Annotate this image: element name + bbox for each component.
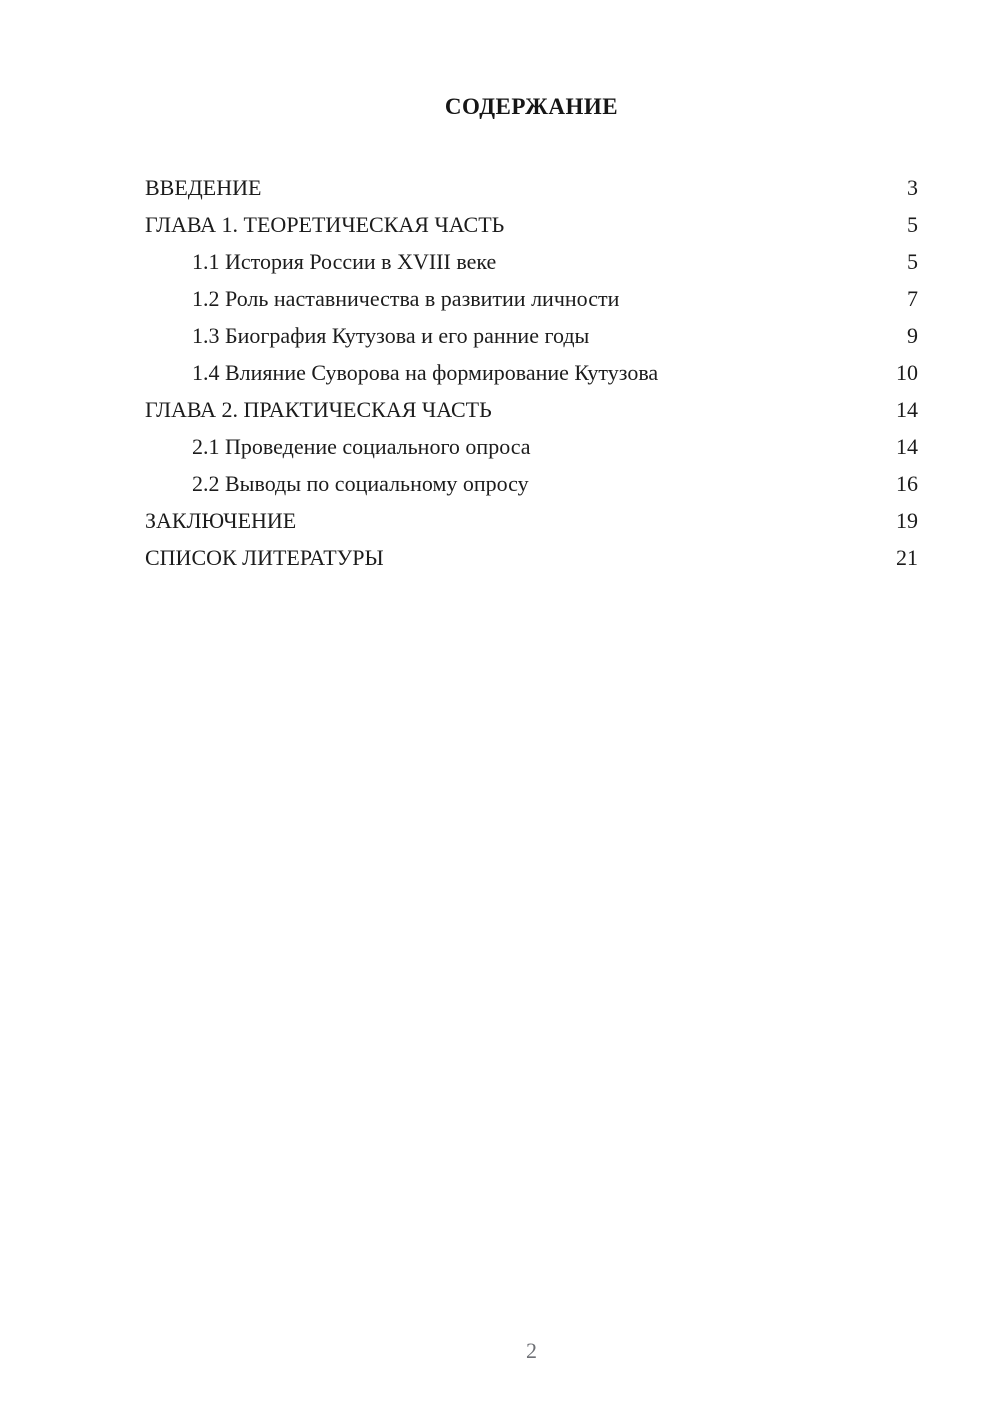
toc-entry-page: 5 xyxy=(907,249,918,274)
toc-entry-label: 1.3 Биография Кутузова и его ранние годы xyxy=(192,323,590,348)
toc-row xyxy=(145,206,918,243)
toc-entry-label: 2.2 Выводы по социальному опросу xyxy=(192,471,529,496)
toc-entry-page: 5 xyxy=(907,212,918,237)
toc-entry-page: 19 xyxy=(896,508,918,533)
toc-row xyxy=(145,354,918,391)
toc-entry-page: 7 xyxy=(907,286,918,311)
table-of-contents xyxy=(145,169,918,576)
toc-entry-label: 1.1 История России в XVIII веке xyxy=(192,249,497,274)
page-title: СОДЕРЖАНИЕ xyxy=(444,94,619,119)
toc-entry-page: 14 xyxy=(896,434,918,459)
toc-row xyxy=(145,317,918,354)
toc-row xyxy=(145,502,918,539)
toc-entry-label: ГЛАВА 1. ТЕОРЕТИЧЕСКАЯ ЧАСТЬ xyxy=(145,212,505,237)
toc-entry-page: 10 xyxy=(896,360,918,385)
toc-row xyxy=(145,428,918,465)
toc-entry-label: ГЛАВА 2. ПРАКТИЧЕСКАЯ ЧАСТЬ xyxy=(145,397,492,422)
toc-entry-label: 1.4 Влияние Суворова на формирование Кутузова xyxy=(192,360,659,385)
toc-row xyxy=(145,169,918,206)
toc-row xyxy=(145,391,918,428)
toc-entry-page: 16 xyxy=(896,471,918,496)
toc-row xyxy=(145,280,918,317)
toc-entry-page: 14 xyxy=(896,397,918,422)
footer-page-number: 2 xyxy=(526,1338,537,1363)
toc-entry-label: СПИСОК ЛИТЕРАТУРЫ xyxy=(145,545,384,570)
toc-entry-label: ЗАКЛЮЧЕНИЕ xyxy=(145,508,297,533)
toc-entry-label: 1.2 Роль наставничества в развитии личности xyxy=(192,286,620,311)
toc-entry-label: 2.1 Проведение социального опроса xyxy=(192,434,531,459)
toc-entry-label: ВВЕДЕНИЕ xyxy=(145,175,262,200)
toc-row xyxy=(145,465,918,502)
toc-entry-page: 3 xyxy=(907,175,918,200)
toc-row xyxy=(145,539,918,576)
toc-entry-page: 21 xyxy=(896,545,918,570)
toc-row xyxy=(145,243,918,280)
toc-entry-page: 9 xyxy=(907,323,918,348)
